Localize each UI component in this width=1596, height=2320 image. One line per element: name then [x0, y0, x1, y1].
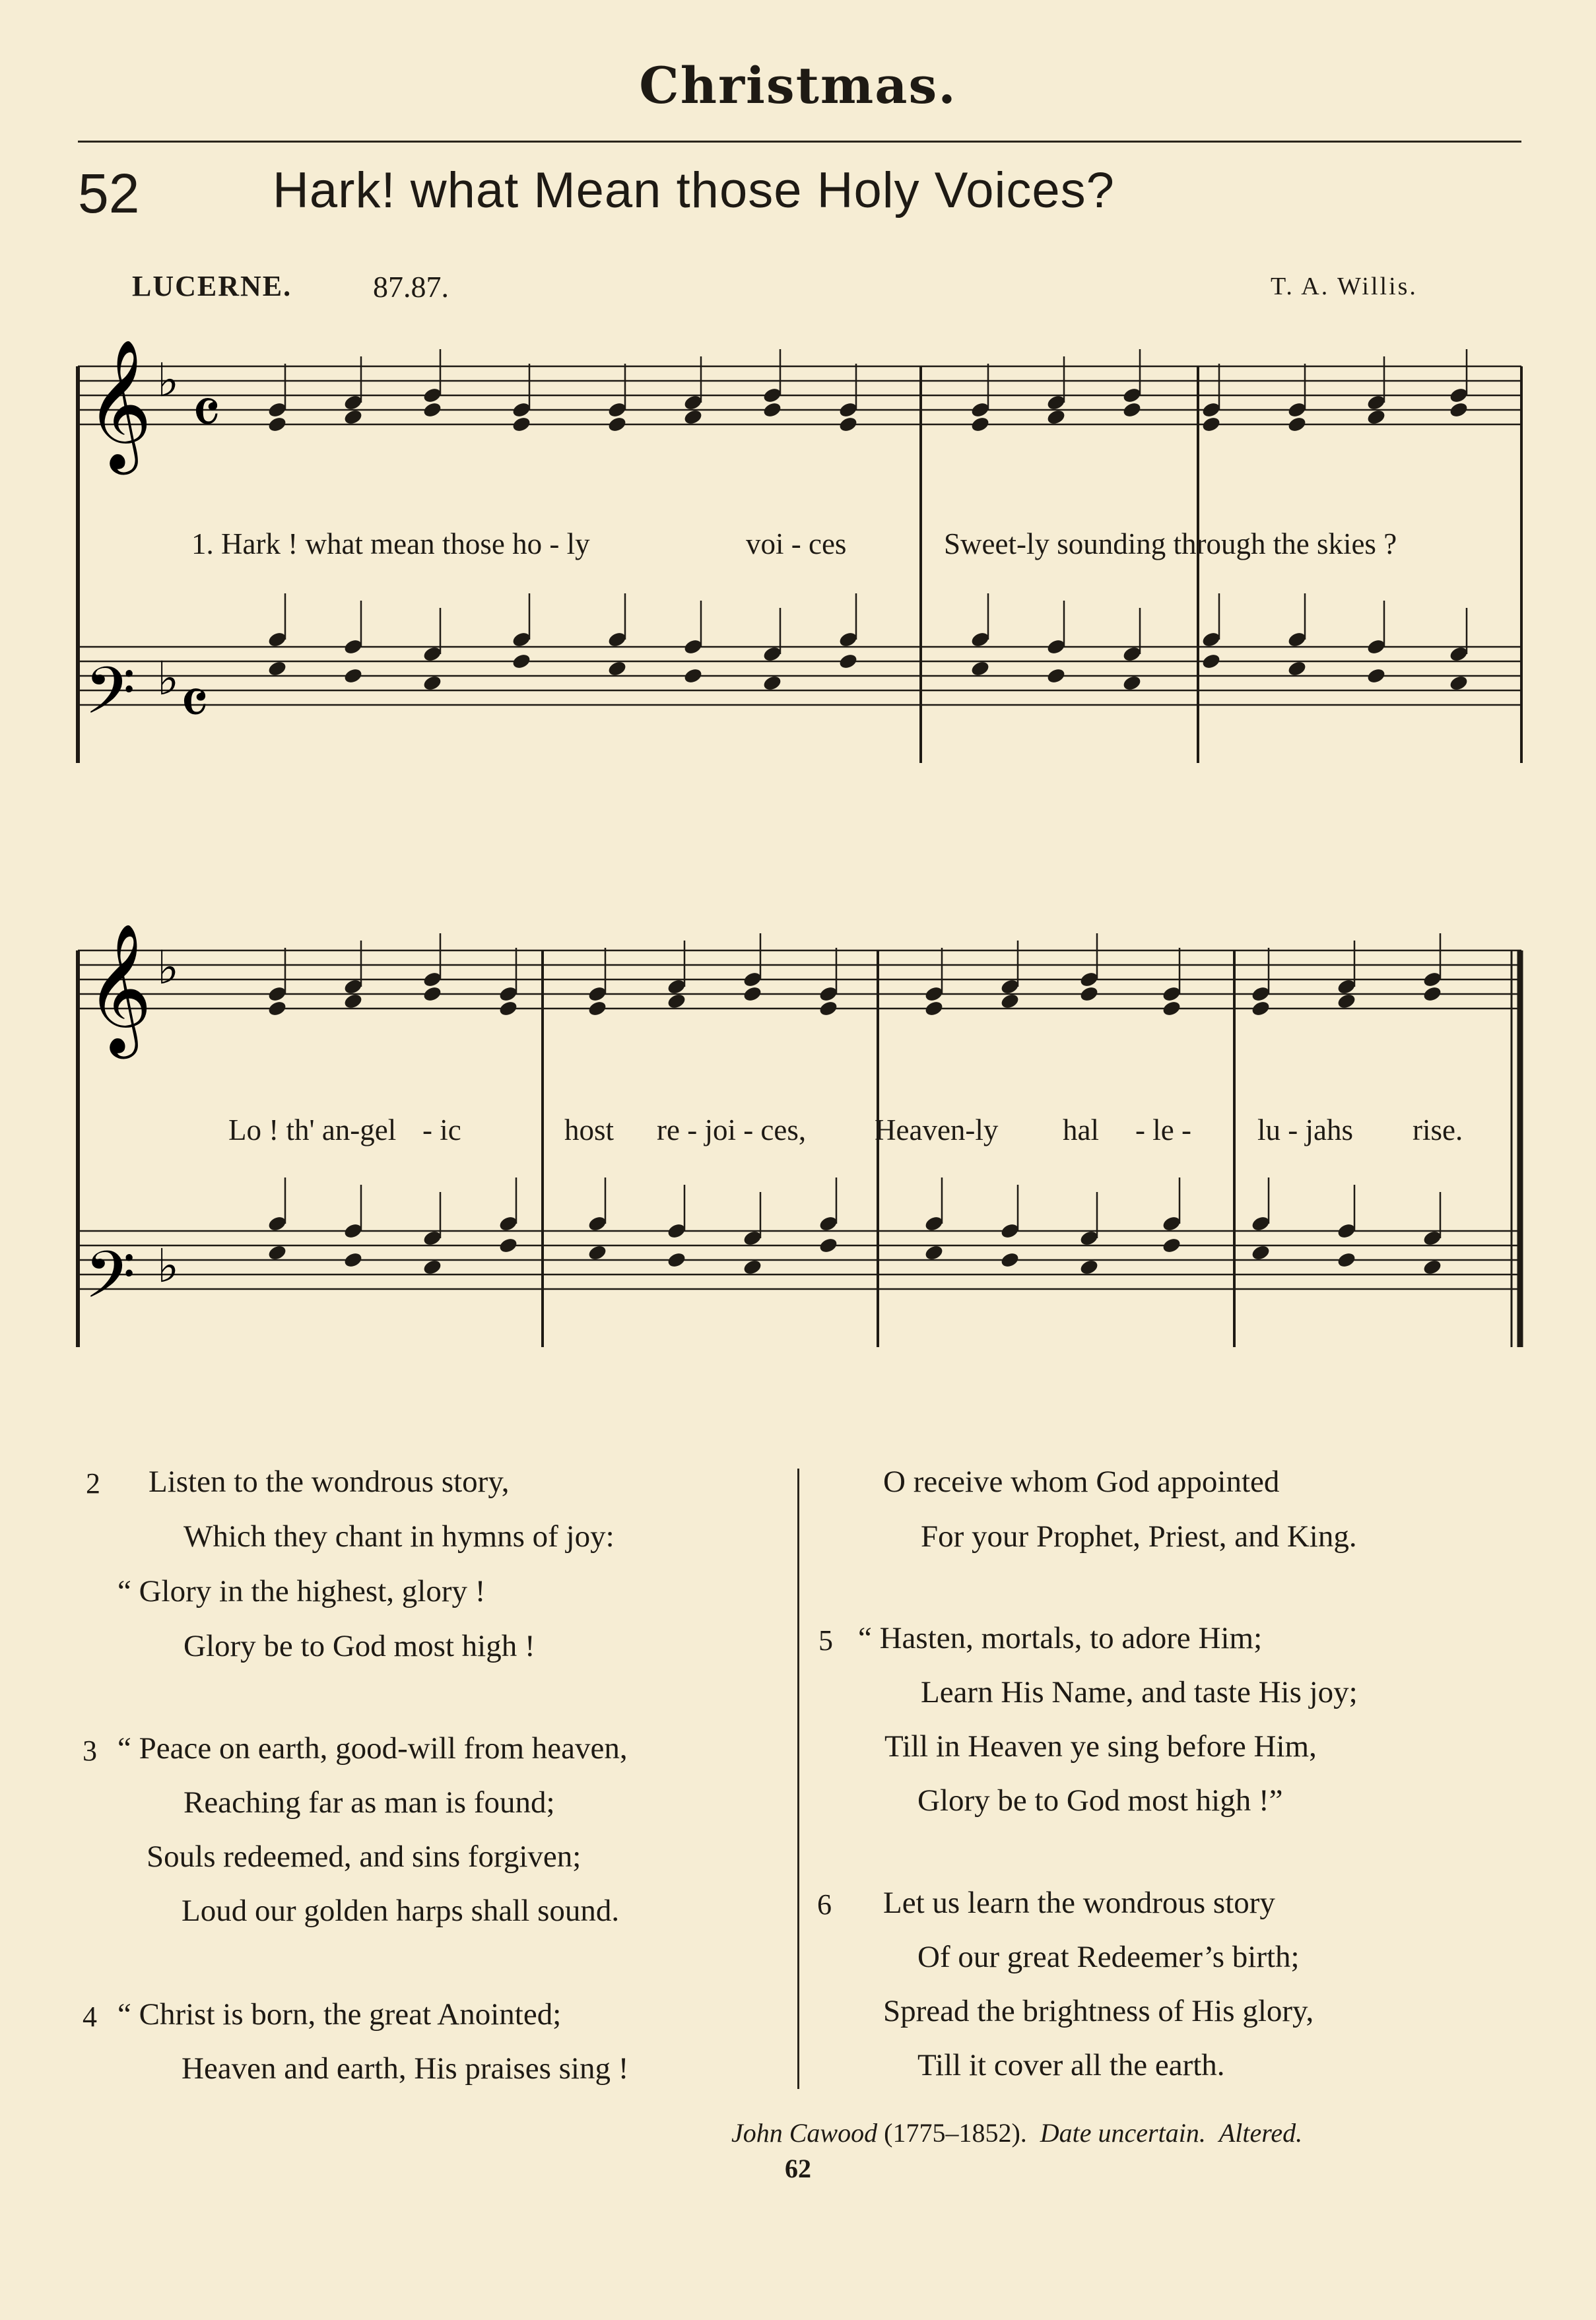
note-head: [1336, 992, 1356, 1010]
author-name: John Cawood: [731, 2118, 878, 2148]
flat-icon: ♭: [157, 1239, 180, 1293]
verse-line: Till it cover all the earth.: [917, 2048, 1225, 2082]
lyric-line2-part1: Lo ! th' an-gel: [228, 1113, 397, 1146]
lyric-line1-part1: 1. Hark ! what mean those ho - ly: [191, 527, 590, 560]
note-head: [1448, 674, 1469, 692]
note-head: [422, 674, 442, 692]
note-head: [511, 652, 531, 670]
note-head: [422, 401, 442, 418]
note-head: [838, 652, 858, 670]
flat-icon: ♭: [157, 353, 180, 407]
meter: 87.87.: [373, 270, 449, 304]
verse-line: “ Hasten, mortals, to adore Him;: [858, 1621, 1263, 1655]
note-head: [1046, 408, 1066, 426]
lyric-line2-part6: hal: [1063, 1113, 1099, 1146]
note-head: [742, 1258, 762, 1276]
note-head: [498, 999, 518, 1017]
note-head: [838, 415, 858, 433]
note-head: [1121, 401, 1142, 418]
clefs: [84, 339, 221, 1329]
verse-line: “ Glory in the highest, glory !: [117, 1574, 486, 1608]
note-head: [682, 667, 703, 684]
note-head: [1250, 999, 1271, 1017]
note-head: [1161, 1236, 1181, 1254]
verse-line: “ Peace on earth, good-will from heaven,: [117, 1731, 628, 1766]
note-head: [343, 992, 363, 1010]
hymn-title: Hark! what Mean those Holy Voices?: [273, 162, 1115, 218]
verse-line: Let us learn the wondrous story: [883, 1886, 1275, 1920]
note-head: [1046, 667, 1066, 684]
altered-note: Altered.: [1218, 2118, 1303, 2148]
note-head: [1448, 401, 1469, 418]
note-head: [923, 1243, 944, 1261]
note-head: [587, 999, 607, 1017]
verse-line: O receive whom God appointed: [883, 1465, 1280, 1499]
note-head: [498, 1236, 518, 1254]
common-time-icon: 𝄴: [180, 665, 209, 742]
note-head: [607, 415, 627, 433]
note-head: [970, 415, 990, 433]
verse-line: Reaching far as man is found;: [183, 1785, 555, 1820]
note-head: [343, 408, 363, 426]
verse-line: Spread the brightness of His glory,: [883, 1994, 1314, 2028]
lyric-line2-part9: rise.: [1413, 1113, 1463, 1146]
flat-icon: ♭: [157, 941, 180, 995]
verse-line: Loud our golden harps shall sound.: [182, 1894, 620, 1928]
note-head: [343, 667, 363, 684]
note-head: [923, 999, 944, 1017]
verse-line: Listen to the wondrous story,: [149, 1465, 510, 1499]
treble-clef-icon: 𝄞: [86, 923, 152, 1053]
note-head: [999, 992, 1020, 1010]
barlines: [78, 366, 1521, 1347]
verse-line: Till in Heaven ye sing before Him,: [884, 1729, 1317, 1764]
note-head: [1201, 415, 1221, 433]
note-head: [1366, 408, 1386, 426]
note-head: [762, 674, 782, 692]
verse-number: 4: [83, 2001, 97, 2033]
verse-line: Learn His Name, and taste His joy;: [921, 1675, 1358, 1709]
verse-number: 2: [86, 1467, 100, 1500]
note-head: [818, 999, 838, 1017]
note-head: [1161, 999, 1181, 1017]
note-head: [587, 1243, 607, 1261]
verse-number: 3: [83, 1735, 97, 1767]
bass-clef-icon: 𝄢: [84, 653, 136, 745]
note-head: [343, 1251, 363, 1269]
note-head: [1336, 1251, 1356, 1269]
composer: T. A. Willis.: [1271, 273, 1418, 300]
note-head: [1121, 674, 1142, 692]
note-head: [666, 992, 686, 1010]
lyric-line2-part4: re - joi - ces,: [657, 1113, 807, 1146]
hymn-number: 52: [78, 162, 140, 224]
note-head: [742, 985, 762, 1003]
note-head: [422, 1258, 442, 1276]
note-head: [1079, 985, 1099, 1003]
note-head: [1286, 415, 1307, 433]
section-title: Christmas.: [639, 56, 957, 115]
note-head: [267, 415, 287, 433]
note-head: [267, 999, 287, 1017]
note-head: [422, 985, 442, 1003]
verse-number: 5: [818, 1624, 833, 1657]
treble-clef-icon: 𝄞: [86, 339, 152, 469]
staff-lines: [78, 366, 1521, 1289]
note-head: [1286, 659, 1307, 677]
lyric-line2-part8: lu - jahs: [1257, 1113, 1353, 1146]
note-head: [607, 659, 627, 677]
note-head: [1079, 1258, 1099, 1276]
lyric-line2-part7: - le -: [1135, 1113, 1191, 1146]
lyric-line1-part3: Sweet-ly sounding through the skies ?: [944, 527, 1397, 560]
flat-icon: ♭: [157, 651, 180, 706]
common-time-icon: 𝄴: [191, 374, 221, 451]
note-head: [762, 401, 782, 418]
tune-name: LUCERNE.: [132, 270, 292, 302]
note-head: [1201, 652, 1221, 670]
verse-line: Which they chant in hymns of joy:: [183, 1519, 615, 1554]
note-head: [999, 1251, 1020, 1269]
note-head: [1250, 1243, 1271, 1261]
page-number: 62: [785, 2154, 811, 2183]
note-head: [666, 1251, 686, 1269]
note-head: [511, 415, 531, 433]
attribution: [731, 2117, 1302, 2148]
note-head: [970, 659, 990, 677]
date-note: Date uncertain.: [1040, 2118, 1206, 2148]
lyric-line2-part5: Heaven-ly: [875, 1113, 999, 1146]
note-head: [1422, 1258, 1442, 1276]
note-head: [267, 659, 287, 677]
verse-line: Glory be to God most high !: [183, 1629, 535, 1663]
note-head: [1422, 985, 1442, 1003]
verse-line: For your Prophet, Priest, and King.: [921, 1519, 1357, 1554]
bass-clef-icon: 𝄢: [84, 1238, 136, 1329]
lyric-line1-part2: voi - ces: [746, 527, 847, 560]
note-head: [1366, 667, 1386, 684]
verse-line: Glory be to God most high !”: [917, 1783, 1283, 1818]
column-divider: [797, 1469, 799, 2089]
lyric-line2-part3: host: [564, 1113, 615, 1146]
author-dates: (1775–1852).: [884, 2118, 1027, 2148]
verse-line: “ Christ is born, the great Anointed;: [117, 1997, 562, 2032]
lyric-line2-part2: - ic: [422, 1113, 461, 1146]
note-head: [818, 1236, 838, 1254]
verse-line: Heaven and earth, His praises sing !: [182, 2051, 629, 2086]
verse-line: Souls redeemed, and sins forgiven;: [147, 1839, 582, 1874]
verse-number: 6: [817, 1888, 832, 1921]
note-head: [682, 408, 703, 426]
note-head: [267, 1243, 287, 1261]
verse-line: Of our great Redeemer’s birth;: [917, 1940, 1300, 1974]
